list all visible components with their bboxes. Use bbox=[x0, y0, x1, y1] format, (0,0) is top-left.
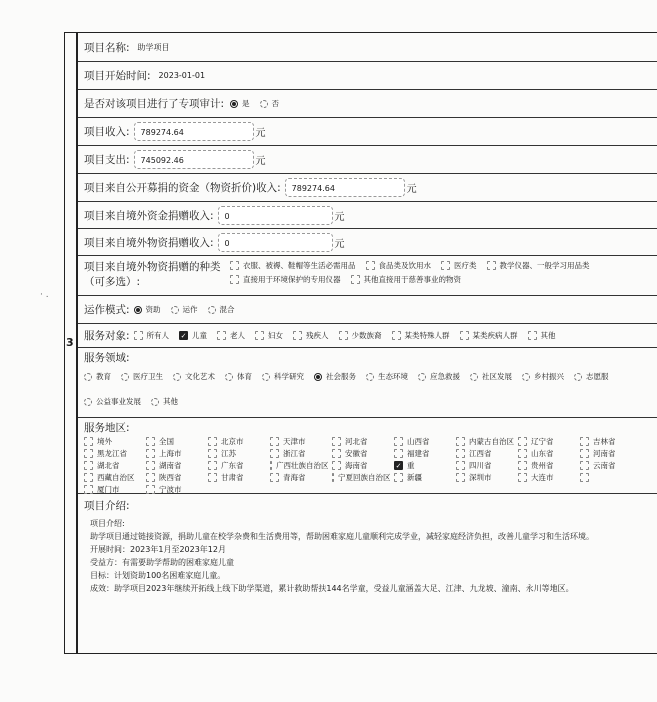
option-label: 江西省 bbox=[469, 449, 492, 458]
public-fundraising-unit: 元 bbox=[406, 184, 417, 195]
service-region-option[interactable] bbox=[518, 460, 576, 471]
checkbox-unchecked-icon[interactable] bbox=[392, 331, 401, 340]
service-field-option[interactable] bbox=[151, 396, 178, 407]
checkbox-unchecked-icon[interactable] bbox=[217, 331, 226, 340]
checkbox-unchecked-icon[interactable] bbox=[134, 331, 143, 340]
option-label: 河北省 bbox=[345, 437, 368, 446]
checkbox-unchecked-icon[interactable] bbox=[146, 449, 155, 458]
row-start-date bbox=[78, 62, 657, 90]
service-region-option[interactable] bbox=[456, 460, 514, 471]
option-label: 甘肃省 bbox=[221, 473, 244, 482]
overseas-funds-label: 项目来自境外资金捐赠收入: bbox=[84, 209, 214, 222]
service-region-option[interactable] bbox=[146, 472, 204, 483]
checkbox-unchecked-icon[interactable] bbox=[332, 449, 341, 458]
service-region-option[interactable] bbox=[580, 436, 638, 447]
option-label: 老人 bbox=[230, 331, 246, 340]
service-targets-label: 服务对象: bbox=[84, 330, 130, 342]
goods-type-option[interactable] bbox=[351, 274, 462, 285]
option-label: 湖南省 bbox=[159, 461, 182, 470]
radio-unchecked-icon[interactable] bbox=[260, 100, 268, 108]
row-expense bbox=[78, 146, 657, 174]
service-region-option[interactable] bbox=[580, 448, 638, 459]
row-overseas-goods bbox=[78, 229, 657, 256]
service-region-option[interactable] bbox=[146, 460, 204, 471]
intro-line: 目标：计划资助100名困难家庭儿童。 bbox=[90, 571, 226, 580]
service-region-option[interactable] bbox=[146, 484, 204, 495]
option-label: 医疗类 bbox=[454, 261, 477, 270]
option-label: 资助 bbox=[145, 305, 161, 314]
service-region-option[interactable] bbox=[146, 436, 204, 447]
checkbox-unchecked-icon[interactable] bbox=[580, 473, 589, 482]
option-label: 福建省 bbox=[407, 449, 430, 458]
service-field-option[interactable] bbox=[173, 371, 215, 382]
checkbox-unchecked-icon[interactable] bbox=[332, 437, 341, 446]
operation-mode-option[interactable] bbox=[134, 304, 161, 315]
radio-unchecked-icon[interactable] bbox=[470, 373, 478, 381]
checkbox-unchecked-icon[interactable] bbox=[230, 275, 239, 284]
public-fundraising-label: 项目来自公开募捐的资金（物资折价)收入: bbox=[84, 182, 281, 194]
goods-types-label-line1: 项目来自境外物资捐赠的种类 bbox=[84, 261, 221, 273]
service-region-option[interactable] bbox=[208, 472, 266, 483]
service-region-option[interactable] bbox=[84, 436, 142, 447]
service-target-option[interactable] bbox=[339, 330, 382, 341]
expense-label: 项目支出: bbox=[84, 154, 130, 166]
row-service-regions bbox=[78, 418, 657, 494]
option-label: 厦门市 bbox=[97, 485, 120, 494]
checkbox-unchecked-icon[interactable] bbox=[580, 449, 589, 458]
audit-radio-group bbox=[230, 98, 289, 109]
service-region-option[interactable] bbox=[270, 460, 328, 471]
option-label: 应急救援 bbox=[430, 372, 460, 381]
option-label: 公益事业发展 bbox=[96, 397, 141, 406]
goods-type-option[interactable] bbox=[441, 260, 477, 271]
option-label: 少数族裔 bbox=[351, 331, 382, 340]
project-name-value: 助学项目 bbox=[137, 43, 170, 52]
audit-label: 是否对该项目进行了专项审计: bbox=[84, 98, 225, 110]
service-field-option[interactable] bbox=[84, 396, 141, 407]
option-label: 社会服务 bbox=[326, 372, 356, 381]
radio-unchecked-icon[interactable] bbox=[151, 398, 159, 406]
service-field-option[interactable] bbox=[225, 371, 252, 382]
option-label: 志愿服 bbox=[586, 372, 609, 381]
service-region-option[interactable] bbox=[518, 472, 576, 483]
checkbox-unchecked-icon[interactable] bbox=[528, 331, 537, 340]
checkbox-unchecked-icon[interactable] bbox=[394, 437, 403, 446]
radio-unchecked-icon[interactable] bbox=[366, 373, 374, 381]
option-label: 是 bbox=[242, 99, 250, 108]
checkbox-unchecked-icon[interactable] bbox=[332, 461, 341, 470]
checkbox-unchecked-icon[interactable] bbox=[518, 437, 527, 446]
service-region-option[interactable] bbox=[332, 460, 390, 471]
service-region-option[interactable] bbox=[84, 484, 142, 495]
row-public-fundraising bbox=[78, 174, 657, 202]
radio-unchecked-icon[interactable] bbox=[84, 373, 92, 381]
start-date-value: 2023-01-01 bbox=[158, 71, 206, 80]
radio-unchecked-icon[interactable] bbox=[418, 373, 426, 381]
option-label: 陕西省 bbox=[159, 473, 182, 482]
goods-types-checkbox-group bbox=[230, 259, 650, 285]
checkbox-unchecked-icon[interactable] bbox=[518, 449, 527, 458]
checkbox-unchecked-icon[interactable] bbox=[270, 449, 279, 458]
service-region-option[interactable] bbox=[270, 448, 328, 459]
checkbox-unchecked-icon[interactable] bbox=[487, 261, 496, 270]
option-label: 否 bbox=[271, 99, 280, 108]
service-field-option[interactable] bbox=[262, 371, 304, 382]
option-label: 直接用于环境保护的专用仪器 bbox=[243, 275, 341, 284]
option-label: 残疾人 bbox=[306, 331, 329, 340]
option-label: 海南省 bbox=[345, 461, 368, 470]
intro-line: 助学项目通过链接资源，捐助儿童在校学杂费和生活费用等，帮助困难家庭儿童顺利完成学业，减轻家庭经济负担，改善儿童学习和生活环境。 bbox=[90, 532, 594, 541]
radio-unchecked-icon[interactable] bbox=[208, 306, 216, 314]
radio-unchecked-icon[interactable] bbox=[121, 373, 129, 381]
checkbox-unchecked-icon[interactable] bbox=[270, 473, 279, 482]
checkbox-unchecked-icon[interactable] bbox=[84, 449, 93, 458]
option-label: 文化艺术 bbox=[185, 372, 215, 381]
intro-line: 项目介绍: bbox=[90, 519, 125, 528]
checkbox-unchecked-icon[interactable] bbox=[332, 473, 334, 482]
option-label: 江苏 bbox=[221, 449, 236, 458]
option-label: 新疆 bbox=[407, 473, 422, 482]
option-label: 某类疾病人群 bbox=[472, 331, 518, 340]
service-field-option[interactable] bbox=[84, 371, 111, 382]
checkbox-unchecked-icon[interactable] bbox=[460, 331, 469, 340]
overseas-goods-input[interactable]: 0 bbox=[218, 233, 333, 252]
option-label: 广东省 bbox=[221, 461, 244, 470]
operation-mode-option[interactable] bbox=[208, 304, 235, 315]
option-label: 全国 bbox=[159, 437, 174, 446]
checkbox-unchecked-icon[interactable] bbox=[366, 261, 375, 270]
service-region-option[interactable] bbox=[456, 448, 514, 459]
overseas-funds-input[interactable]: 0 bbox=[218, 206, 333, 225]
service-region-option[interactable] bbox=[146, 448, 204, 459]
service-region-option[interactable] bbox=[518, 436, 576, 447]
radio-checked-icon[interactable] bbox=[134, 306, 142, 314]
checkbox-unchecked-icon[interactable] bbox=[146, 437, 155, 446]
public-fundraising-input[interactable]: 789274.64 bbox=[285, 178, 405, 197]
checkbox-unchecked-icon[interactable] bbox=[394, 449, 403, 458]
service-field-option[interactable] bbox=[121, 371, 163, 382]
radio-unchecked-icon[interactable] bbox=[171, 306, 179, 314]
audit-option[interactable] bbox=[230, 98, 250, 109]
radio-checked-icon[interactable] bbox=[314, 373, 322, 381]
service-field-option[interactable] bbox=[314, 371, 356, 382]
checkbox-unchecked-icon[interactable] bbox=[351, 275, 360, 284]
goods-type-option[interactable] bbox=[366, 260, 432, 271]
project-name-label: 项目名称: bbox=[84, 42, 130, 54]
checkbox-unchecked-icon[interactable] bbox=[580, 437, 589, 446]
overseas-goods-unit: 元 bbox=[334, 238, 345, 250]
checkbox-unchecked-icon[interactable] bbox=[208, 461, 217, 470]
option-label: 境外 bbox=[97, 437, 112, 446]
checkbox-unchecked-icon[interactable] bbox=[456, 449, 465, 458]
service-region-option[interactable] bbox=[332, 472, 390, 483]
option-label: 运作 bbox=[182, 305, 198, 314]
option-label: 生态环境 bbox=[378, 372, 408, 381]
service-field-option[interactable] bbox=[574, 371, 609, 382]
option-label: 教育 bbox=[96, 372, 111, 381]
service-region-option[interactable] bbox=[332, 448, 390, 459]
service-region-option[interactable] bbox=[456, 472, 514, 483]
option-label: 青海省 bbox=[283, 473, 306, 482]
expense-unit: 元 bbox=[255, 156, 266, 167]
checkbox-unchecked-icon[interactable] bbox=[146, 473, 155, 482]
service-regions-label: 服务地区: bbox=[84, 422, 130, 434]
checkbox-unchecked-icon[interactable] bbox=[456, 473, 465, 482]
checkbox-unchecked-icon[interactable] bbox=[208, 449, 217, 458]
option-label: 河南省 bbox=[593, 449, 616, 458]
income-label: 项目收入: bbox=[84, 126, 130, 138]
checkbox-unchecked-icon[interactable] bbox=[84, 461, 93, 470]
audit-option[interactable] bbox=[260, 98, 280, 109]
service-region-option[interactable] bbox=[208, 460, 266, 471]
option-label: 深圳市 bbox=[469, 473, 492, 482]
option-label: 科学研究 bbox=[274, 372, 304, 381]
option-label: 北京市 bbox=[221, 437, 244, 446]
service-regions-checkbox-group bbox=[84, 436, 657, 496]
option-label: 其他 bbox=[163, 397, 178, 406]
checkbox-unchecked-icon[interactable] bbox=[441, 261, 450, 270]
option-label: 社区发展 bbox=[482, 372, 512, 381]
project-intro-section bbox=[84, 498, 656, 595]
service-region-option[interactable] bbox=[580, 460, 638, 471]
expense-input[interactable]: 745092.46 bbox=[134, 150, 254, 169]
option-label: 体育 bbox=[237, 372, 252, 381]
checkbox-unchecked-icon[interactable] bbox=[518, 473, 527, 482]
option-label: 云南省 bbox=[593, 461, 616, 470]
row-project-name bbox=[78, 34, 657, 62]
option-label: 贵州省 bbox=[531, 461, 554, 470]
checkbox-unchecked-icon[interactable] bbox=[339, 331, 348, 340]
checkbox-unchecked-icon[interactable] bbox=[146, 485, 155, 494]
project-intro-label: 项目介绍: bbox=[84, 500, 130, 512]
option-label: 乡村振兴 bbox=[534, 372, 564, 381]
checkbox-unchecked-icon[interactable] bbox=[146, 461, 155, 470]
service-target-option[interactable] bbox=[217, 330, 245, 341]
option-label: 西藏自治区 bbox=[97, 473, 135, 482]
project-intro-text bbox=[84, 517, 656, 595]
checkbox-unchecked-icon[interactable] bbox=[84, 437, 93, 446]
service-region-option[interactable] bbox=[394, 436, 452, 447]
service-target-option[interactable] bbox=[528, 330, 556, 341]
row-service-fields bbox=[78, 348, 657, 418]
row-income bbox=[78, 118, 657, 146]
option-label: 妇女 bbox=[268, 331, 284, 340]
checkbox-unchecked-icon[interactable] bbox=[293, 331, 302, 340]
service-region-option[interactable] bbox=[394, 448, 452, 459]
service-region-option[interactable] bbox=[394, 472, 452, 483]
option-label: 浙江省 bbox=[283, 449, 306, 458]
service-region-option[interactable] bbox=[518, 448, 576, 459]
overseas-goods-label: 项目来自境外物资捐赠收入: bbox=[84, 236, 214, 249]
option-label: 宁波市 bbox=[159, 485, 182, 494]
service-region-option[interactable] bbox=[270, 436, 328, 447]
service-field-option[interactable] bbox=[418, 371, 460, 382]
service-field-option[interactable] bbox=[470, 371, 512, 382]
radio-unchecked-icon[interactable] bbox=[574, 373, 582, 381]
goods-type-option[interactable] bbox=[230, 274, 341, 285]
option-label: 吉林省 bbox=[593, 437, 616, 446]
option-label: 重 bbox=[407, 461, 415, 470]
option-label: 某类特殊人群 bbox=[404, 331, 450, 340]
service-target-option[interactable] bbox=[255, 330, 283, 341]
checkbox-unchecked-icon[interactable] bbox=[84, 473, 93, 482]
option-label: 衣服、被褥、鞋帽等生活必需用品 bbox=[243, 261, 356, 270]
option-label: 上海市 bbox=[159, 449, 182, 458]
row-audit bbox=[78, 90, 657, 118]
option-label: 安徽省 bbox=[345, 449, 368, 458]
option-label: 宁夏回族自治区 bbox=[338, 473, 390, 482]
intro-line: 开展时间：2023年1月至2023年12月 bbox=[90, 545, 226, 554]
service-field-option[interactable] bbox=[522, 371, 564, 382]
option-label: 四川省 bbox=[469, 461, 492, 470]
income-input[interactable]: 789274.64 bbox=[134, 122, 254, 141]
start-date-label: 项目开始时间: bbox=[84, 70, 151, 82]
row-overseas-funds bbox=[78, 202, 657, 229]
radio-checked-icon[interactable] bbox=[230, 100, 238, 108]
option-label: 辽宁省 bbox=[531, 437, 554, 446]
scan-speck: · . bbox=[40, 290, 49, 300]
service-fields-radio-group bbox=[84, 371, 657, 407]
overseas-funds-unit: 元 bbox=[334, 211, 345, 223]
checkbox-unchecked-icon[interactable] bbox=[208, 437, 217, 446]
service-targets-checkbox-group bbox=[134, 330, 566, 341]
radio-unchecked-icon[interactable] bbox=[173, 373, 181, 381]
service-region-option[interactable] bbox=[208, 436, 266, 447]
service-fields-label: 服务领域: bbox=[84, 352, 130, 364]
option-label: 内蒙古自治区 bbox=[469, 437, 514, 446]
checkbox-unchecked-icon[interactable] bbox=[84, 485, 93, 494]
checkbox-unchecked-icon[interactable] bbox=[255, 331, 264, 340]
income-unit: 元 bbox=[255, 128, 266, 139]
option-label: 其他直接用于慈善事业的物资 bbox=[363, 275, 461, 284]
option-label: 其他 bbox=[540, 331, 556, 340]
option-label: 医疗卫生 bbox=[133, 372, 163, 381]
checkbox-unchecked-icon[interactable] bbox=[270, 461, 272, 470]
option-label: 湖北省 bbox=[97, 461, 120, 470]
checkbox-unchecked-icon[interactable] bbox=[456, 461, 465, 470]
service-region-option[interactable] bbox=[208, 448, 266, 459]
checkbox-checked-icon[interactable]: ✓ bbox=[395, 461, 402, 470]
service-field-option[interactable] bbox=[366, 371, 408, 382]
checkbox-checked-icon[interactable]: ✓ bbox=[180, 331, 187, 340]
service-region-option[interactable] bbox=[394, 460, 452, 471]
row-goods-types bbox=[78, 256, 657, 296]
row-operation-mode bbox=[78, 296, 657, 324]
service-target-option[interactable] bbox=[134, 330, 170, 341]
row-service-targets bbox=[78, 324, 657, 348]
option-label: 大连市 bbox=[531, 473, 554, 482]
checkbox-unchecked-icon[interactable] bbox=[208, 473, 217, 482]
service-region-option[interactable] bbox=[332, 436, 390, 447]
operation-mode-option[interactable] bbox=[171, 304, 198, 315]
service-region-option[interactable] bbox=[270, 472, 328, 483]
service-target-option[interactable] bbox=[460, 330, 518, 341]
service-region-option[interactable] bbox=[456, 436, 514, 447]
option-label: 山东省 bbox=[531, 449, 554, 458]
option-label: 广西壮族自治区 bbox=[276, 461, 328, 470]
goods-type-option[interactable] bbox=[487, 260, 590, 271]
option-label: 黑龙江省 bbox=[97, 449, 127, 458]
checkbox-unchecked-icon[interactable] bbox=[270, 437, 279, 446]
checkbox-unchecked-icon[interactable] bbox=[518, 461, 527, 470]
checkbox-unchecked-icon[interactable] bbox=[456, 437, 465, 446]
option-label: 混合 bbox=[219, 305, 235, 314]
checkbox-unchecked-icon[interactable] bbox=[394, 473, 403, 482]
radio-unchecked-icon[interactable] bbox=[225, 373, 233, 381]
checkbox-unchecked-icon[interactable] bbox=[580, 461, 589, 470]
goods-types-label-line2: （可多选）: bbox=[84, 276, 141, 288]
service-region-option[interactable] bbox=[84, 460, 142, 471]
option-label: 儿童 bbox=[192, 331, 208, 340]
service-region-option[interactable] bbox=[84, 472, 142, 483]
option-label: 所有人 bbox=[146, 331, 170, 340]
radio-unchecked-icon[interactable] bbox=[84, 398, 92, 406]
intro-line: 成效：助学项目2023年继续开拓线上线下助学渠道，累计救助帮扶144名学童，受益儿童涵盖大足、江津、九龙坡、潼南、永川等地区。 bbox=[90, 584, 574, 593]
operation-mode-radio-group bbox=[134, 304, 245, 315]
option-label: 食品类及饮用水 bbox=[378, 261, 431, 270]
radio-unchecked-icon[interactable] bbox=[522, 373, 530, 381]
service-region-option[interactable] bbox=[580, 472, 638, 483]
service-target-option[interactable] bbox=[179, 330, 207, 341]
goods-type-option[interactable] bbox=[230, 260, 356, 271]
goods-types-label bbox=[84, 259, 230, 289]
option-label: 教学仪器、一般学习用品类 bbox=[499, 261, 590, 270]
row-number: 3 bbox=[66, 336, 74, 349]
operation-mode-label: 运作模式: bbox=[84, 304, 130, 316]
checkbox-unchecked-icon[interactable] bbox=[230, 261, 239, 270]
option-label: 山西省 bbox=[407, 437, 430, 446]
intro-line: 受益方：有需要助学帮助的困难家庭儿童 bbox=[90, 558, 234, 567]
service-target-option[interactable] bbox=[293, 330, 329, 341]
service-region-option[interactable] bbox=[84, 448, 142, 459]
service-target-option[interactable] bbox=[392, 330, 450, 341]
option-label: 天津市 bbox=[283, 437, 306, 446]
radio-unchecked-icon[interactable] bbox=[262, 373, 270, 381]
